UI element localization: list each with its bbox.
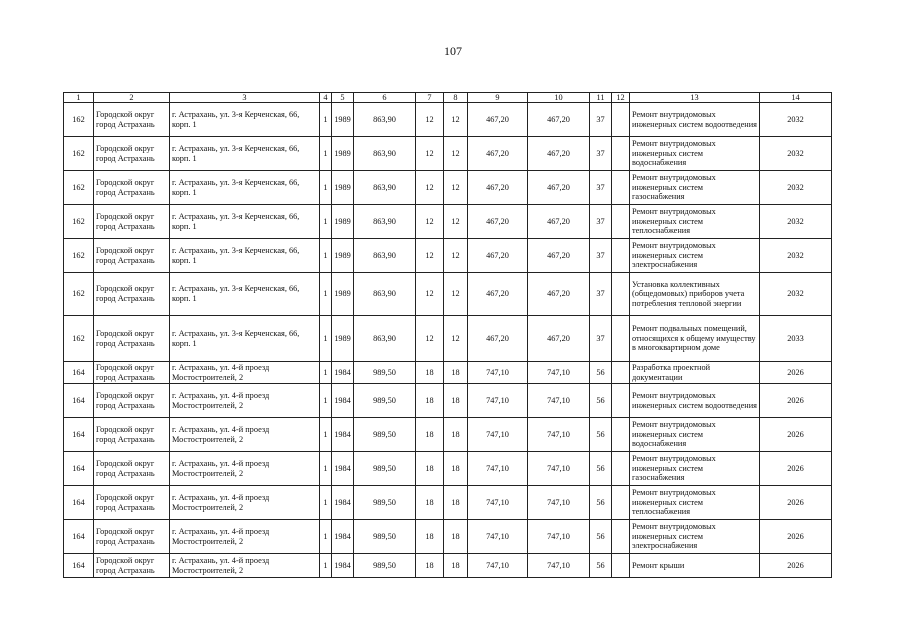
municipality-cell: Городской округ город Астрахань: [94, 273, 170, 316]
col7-cell: 12: [416, 239, 444, 273]
table-row: [64, 239, 832, 273]
work-type-cell: Ремонт крыши: [630, 554, 760, 578]
address-cell: г. Астрахань, ул. 4-й проезд Мостостроителей, 2: [170, 486, 320, 520]
col8-cell: 18: [444, 520, 468, 554]
table-row: [64, 452, 832, 486]
col4-cell: 1: [320, 520, 332, 554]
col4-cell: 1: [320, 273, 332, 316]
col6-cell: 989,50: [354, 520, 416, 554]
work-type-cell: Ремонт внутридомовых инженерных систем теплоснабжения: [630, 486, 760, 520]
col12-cell: [612, 486, 630, 520]
record-number: 164: [64, 362, 94, 384]
column-header-3: 3: [170, 93, 320, 103]
col11-cell: 56: [590, 452, 612, 486]
col7-cell: 12: [416, 316, 444, 362]
col9-cell: 747,10: [468, 554, 528, 578]
col11-cell: 56: [590, 418, 612, 452]
municipality-cell: Городской округ город Астрахань: [94, 239, 170, 273]
col10-cell: 747,10: [528, 418, 590, 452]
work-type-cell: Ремонт внутридомовых инженерных систем водоотведения: [630, 103, 760, 137]
municipality-cell: Городской округ город Астрахань: [94, 103, 170, 137]
address-cell: г. Астрахань, ул. 3-я Керченская, 66, корп. 1: [170, 171, 320, 205]
work-type-cell: Ремонт внутридомовых инженерных систем водоснабжения: [630, 137, 760, 171]
municipality-cell: Городской округ город Астрахань: [94, 171, 170, 205]
col4-cell: 1: [320, 103, 332, 137]
col8-cell: 12: [444, 103, 468, 137]
plan-year-cell: 2032: [760, 171, 832, 205]
municipality-cell: Городской округ город Астрахань: [94, 554, 170, 578]
address-cell: г. Астрахань, ул. 3-я Керченская, 66, корп. 1: [170, 316, 320, 362]
col9-cell: 467,20: [468, 273, 528, 316]
address-cell: г. Астрахань, ул. 3-я Керченская, 66, корп. 1: [170, 103, 320, 137]
column-header-9: 9: [468, 93, 528, 103]
col12-cell: [612, 171, 630, 205]
record-number: 164: [64, 520, 94, 554]
column-header-10: 10: [528, 93, 590, 103]
year-cell: 1984: [332, 554, 354, 578]
col12-cell: [612, 418, 630, 452]
col12-cell: [612, 205, 630, 239]
col11-cell: 56: [590, 384, 612, 418]
col11-cell: 37: [590, 316, 612, 362]
col8-cell: 18: [444, 418, 468, 452]
col12-cell: [612, 316, 630, 362]
address-cell: г. Астрахань, ул. 3-я Керченская, 66, корп. 1: [170, 239, 320, 273]
col6-cell: 863,90: [354, 239, 416, 273]
table-body: [64, 103, 832, 578]
column-header-1: 1: [64, 93, 94, 103]
work-type-cell: Разработка проектной документации: [630, 362, 760, 384]
table-row: [64, 362, 832, 384]
address-cell: г. Астрахань, ул. 4-й проезд Мостостроителей, 2: [170, 554, 320, 578]
col8-cell: 18: [444, 452, 468, 486]
plan-year-cell: 2026: [760, 554, 832, 578]
table-row: [64, 418, 832, 452]
col6-cell: 863,90: [354, 171, 416, 205]
table-row: [64, 384, 832, 418]
table-row: [64, 137, 832, 171]
plan-year-cell: 2032: [760, 273, 832, 316]
page-number: 107: [444, 44, 462, 58]
col11-cell: 37: [590, 239, 612, 273]
col7-cell: 12: [416, 205, 444, 239]
col7-cell: 18: [416, 554, 444, 578]
plan-year-cell: 2026: [760, 418, 832, 452]
col4-cell: 1: [320, 418, 332, 452]
header-row: [64, 93, 832, 103]
col6-cell: 989,50: [354, 554, 416, 578]
work-type-cell: Ремонт подвальных помещений, относящихся к общему имуществу в многоквартирном доме: [630, 316, 760, 362]
col7-cell: 12: [416, 103, 444, 137]
plan-year-cell: 2026: [760, 486, 832, 520]
col11-cell: 37: [590, 137, 612, 171]
col12-cell: [612, 452, 630, 486]
address-cell: г. Астрахань, ул. 4-й проезд Мостостроителей, 2: [170, 384, 320, 418]
col4-cell: 1: [320, 205, 332, 239]
column-header-5: 5: [332, 93, 354, 103]
col9-cell: 747,10: [468, 452, 528, 486]
col7-cell: 18: [416, 452, 444, 486]
col4-cell: 1: [320, 452, 332, 486]
col12-cell: [612, 239, 630, 273]
col8-cell: 18: [444, 362, 468, 384]
col8-cell: 12: [444, 273, 468, 316]
municipality-cell: Городской округ город Астрахань: [94, 520, 170, 554]
column-header-11: 11: [590, 93, 612, 103]
col10-cell: 467,20: [528, 103, 590, 137]
col10-cell: 747,10: [528, 362, 590, 384]
municipality-cell: Городской округ город Астрахань: [94, 418, 170, 452]
plan-year-cell: 2032: [760, 205, 832, 239]
plan-year-cell: 2026: [760, 384, 832, 418]
col12-cell: [612, 137, 630, 171]
year-cell: 1989: [332, 205, 354, 239]
year-cell: 1989: [332, 171, 354, 205]
work-type-cell: Ремонт внутридомовых инженерных систем водоснабжения: [630, 418, 760, 452]
col6-cell: 863,90: [354, 103, 416, 137]
col10-cell: 467,20: [528, 273, 590, 316]
col4-cell: 1: [320, 239, 332, 273]
plan-year-cell: 2032: [760, 137, 832, 171]
col7-cell: 18: [416, 520, 444, 554]
col10-cell: 467,20: [528, 239, 590, 273]
col4-cell: 1: [320, 384, 332, 418]
col11-cell: 56: [590, 486, 612, 520]
col9-cell: 467,20: [468, 137, 528, 171]
table-row: [64, 103, 832, 137]
work-type-cell: Ремонт внутридомовых инженерных систем газоснабжения: [630, 452, 760, 486]
year-cell: 1984: [332, 452, 354, 486]
municipality-cell: Городской округ город Астрахань: [94, 486, 170, 520]
municipality-cell: Городской округ город Астрахань: [94, 384, 170, 418]
column-header-8: 8: [444, 93, 468, 103]
column-header-6: 6: [354, 93, 416, 103]
column-header-7: 7: [416, 93, 444, 103]
table-header: [64, 93, 832, 103]
year-cell: 1984: [332, 486, 354, 520]
col7-cell: 18: [416, 418, 444, 452]
col7-cell: 12: [416, 137, 444, 171]
address-cell: г. Астрахань, ул. 4-й проезд Мостостроителей, 2: [170, 362, 320, 384]
year-cell: 1989: [332, 273, 354, 316]
column-header-12: 12: [612, 93, 630, 103]
work-type-cell: Установка коллективных (общедомовых) приборов учета потребления тепловой энергии: [630, 273, 760, 316]
col12-cell: [612, 103, 630, 137]
column-header-14: 14: [760, 93, 832, 103]
col8-cell: 12: [444, 239, 468, 273]
col8-cell: 18: [444, 384, 468, 418]
year-cell: 1984: [332, 520, 354, 554]
col4-cell: 1: [320, 316, 332, 362]
col12-cell: [612, 554, 630, 578]
col8-cell: 12: [444, 316, 468, 362]
col9-cell: 747,10: [468, 418, 528, 452]
col11-cell: 37: [590, 273, 612, 316]
col11-cell: 56: [590, 520, 612, 554]
address-cell: г. Астрахань, ул. 3-я Керченская, 66, корп. 1: [170, 205, 320, 239]
column-header-4: 4: [320, 93, 332, 103]
col10-cell: 747,10: [528, 486, 590, 520]
address-cell: г. Астрахань, ул. 3-я Керченская, 66, корп. 1: [170, 273, 320, 316]
col11-cell: 37: [590, 103, 612, 137]
col11-cell: 37: [590, 171, 612, 205]
col9-cell: 747,10: [468, 384, 528, 418]
address-cell: г. Астрахань, ул. 4-й проезд Мостостроителей, 2: [170, 418, 320, 452]
col7-cell: 18: [416, 486, 444, 520]
col8-cell: 12: [444, 137, 468, 171]
col8-cell: 18: [444, 486, 468, 520]
col7-cell: 18: [416, 384, 444, 418]
col9-cell: 467,20: [468, 103, 528, 137]
col7-cell: 18: [416, 362, 444, 384]
column-header-13: 13: [630, 93, 760, 103]
plan-year-cell: 2026: [760, 362, 832, 384]
register-table: [63, 92, 832, 578]
record-number: 162: [64, 273, 94, 316]
year-cell: 1989: [332, 239, 354, 273]
col12-cell: [612, 384, 630, 418]
col10-cell: 747,10: [528, 384, 590, 418]
col10-cell: 467,20: [528, 205, 590, 239]
col8-cell: 12: [444, 171, 468, 205]
record-number: 162: [64, 205, 94, 239]
municipality-cell: Городской округ город Астрахань: [94, 205, 170, 239]
col8-cell: 18: [444, 554, 468, 578]
table-row: [64, 520, 832, 554]
plan-year-cell: 2033: [760, 316, 832, 362]
col6-cell: 989,50: [354, 486, 416, 520]
col7-cell: 12: [416, 273, 444, 316]
record-number: 164: [64, 452, 94, 486]
work-type-cell: Ремонт внутридомовых инженерных систем теплоснабжения: [630, 205, 760, 239]
col10-cell: 467,20: [528, 171, 590, 205]
col4-cell: 1: [320, 171, 332, 205]
col12-cell: [612, 362, 630, 384]
record-number: 164: [64, 554, 94, 578]
col11-cell: 56: [590, 554, 612, 578]
col11-cell: 37: [590, 205, 612, 239]
record-number: 164: [64, 486, 94, 520]
table-row: [64, 554, 832, 578]
col9-cell: 467,20: [468, 239, 528, 273]
col9-cell: 747,10: [468, 486, 528, 520]
year-cell: 1989: [332, 316, 354, 362]
col6-cell: 989,50: [354, 362, 416, 384]
year-cell: 1984: [332, 362, 354, 384]
address-cell: г. Астрахань, ул. 4-й проезд Мостостроителей, 2: [170, 452, 320, 486]
year-cell: 1984: [332, 418, 354, 452]
work-type-cell: Ремонт внутридомовых инженерных систем электроснабжения: [630, 239, 760, 273]
col6-cell: 863,90: [354, 205, 416, 239]
col4-cell: 1: [320, 486, 332, 520]
table-row: [64, 486, 832, 520]
record-number: 162: [64, 239, 94, 273]
col4-cell: 1: [320, 362, 332, 384]
col9-cell: 467,20: [468, 205, 528, 239]
column-header-2: 2: [94, 93, 170, 103]
plan-year-cell: 2032: [760, 103, 832, 137]
record-number: 162: [64, 103, 94, 137]
year-cell: 1989: [332, 103, 354, 137]
col11-cell: 56: [590, 362, 612, 384]
table-row: [64, 273, 832, 316]
col10-cell: 747,10: [528, 554, 590, 578]
address-cell: г. Астрахань, ул. 4-й проезд Мостостроителей, 2: [170, 520, 320, 554]
col10-cell: 747,10: [528, 520, 590, 554]
municipality-cell: Городской округ город Астрахань: [94, 316, 170, 362]
record-number: 164: [64, 384, 94, 418]
work-type-cell: Ремонт внутридомовых инженерных систем водоотведения: [630, 384, 760, 418]
col6-cell: 863,90: [354, 316, 416, 362]
plan-year-cell: 2026: [760, 520, 832, 554]
col12-cell: [612, 273, 630, 316]
table-row: [64, 171, 832, 205]
col9-cell: 747,10: [468, 362, 528, 384]
work-type-cell: Ремонт внутридомовых инженерных систем электроснабжения: [630, 520, 760, 554]
col10-cell: 467,20: [528, 316, 590, 362]
work-type-cell: Ремонт внутридомовых инженерных систем газоснабжения: [630, 171, 760, 205]
record-number: 162: [64, 171, 94, 205]
col9-cell: 467,20: [468, 171, 528, 205]
col6-cell: 989,50: [354, 384, 416, 418]
municipality-cell: Городской округ город Астрахань: [94, 362, 170, 384]
municipality-cell: Городской округ город Астрахань: [94, 452, 170, 486]
record-number: 162: [64, 137, 94, 171]
year-cell: 1989: [332, 137, 354, 171]
record-number: 164: [64, 418, 94, 452]
col8-cell: 12: [444, 205, 468, 239]
record-number: 162: [64, 316, 94, 362]
table-row: [64, 205, 832, 239]
col12-cell: [612, 520, 630, 554]
col7-cell: 12: [416, 171, 444, 205]
col6-cell: 989,50: [354, 452, 416, 486]
table-row: [64, 316, 832, 362]
col9-cell: 467,20: [468, 316, 528, 362]
col6-cell: 863,90: [354, 137, 416, 171]
year-cell: 1984: [332, 384, 354, 418]
address-cell: г. Астрахань, ул. 3-я Керченская, 66, корп. 1: [170, 137, 320, 171]
col9-cell: 747,10: [468, 520, 528, 554]
col4-cell: 1: [320, 554, 332, 578]
col6-cell: 863,90: [354, 273, 416, 316]
col4-cell: 1: [320, 137, 332, 171]
col10-cell: 747,10: [528, 452, 590, 486]
plan-year-cell: 2032: [760, 239, 832, 273]
plan-year-cell: 2026: [760, 452, 832, 486]
col6-cell: 989,50: [354, 418, 416, 452]
col10-cell: 467,20: [528, 137, 590, 171]
municipality-cell: Городской округ город Астрахань: [94, 137, 170, 171]
